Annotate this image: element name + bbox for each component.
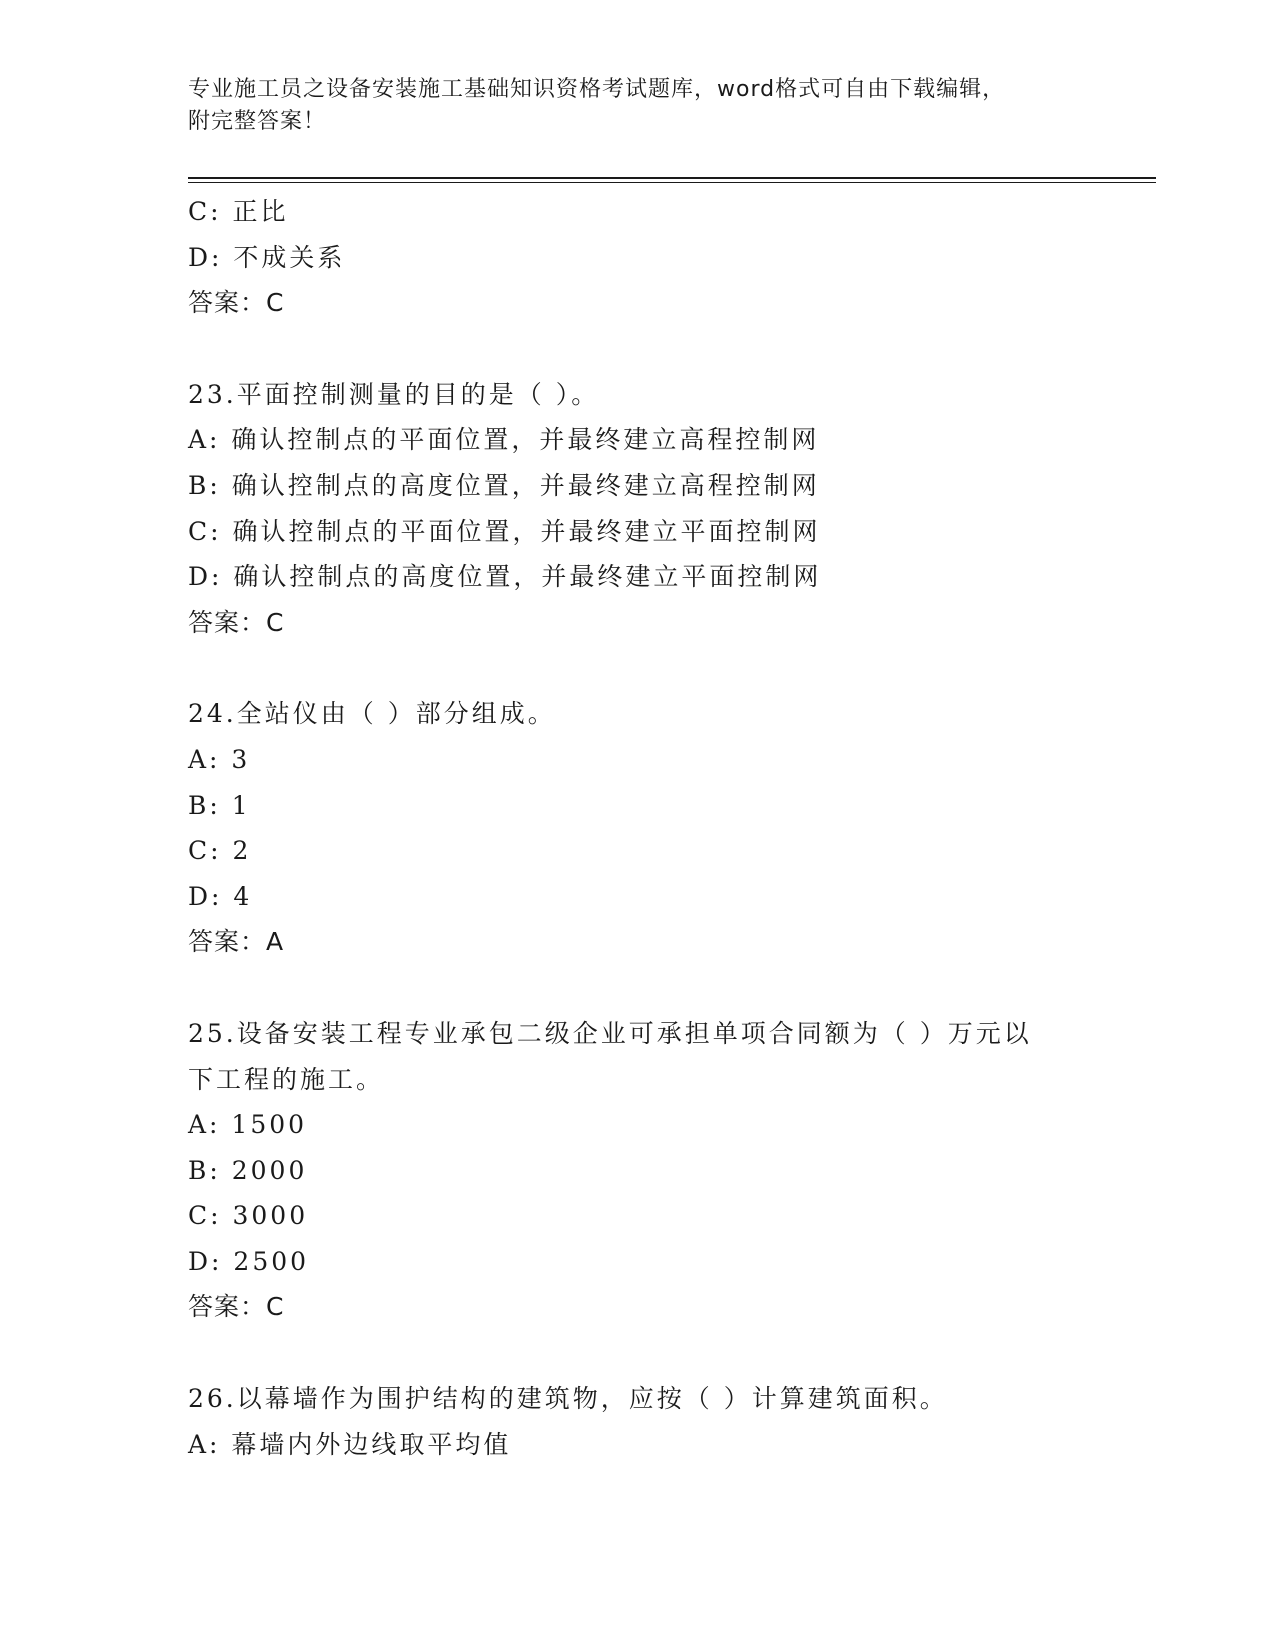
option-a: A: 确认控制点的平面位置，并最终建立高程控制网 (188, 425, 820, 455)
question-26 (188, 1376, 1088, 1467)
option-b: B: 1 (188, 790, 251, 820)
option-d: D: 确认控制点的高度位置，并最终建立平面控制网 (188, 562, 822, 592)
question-23 (188, 372, 1088, 646)
header-line-1: 专业施工员之设备安装施工基础知识资格考试题库，word格式可自由下载编辑， (188, 77, 1006, 102)
option-b: B: 2000 (188, 1155, 308, 1185)
option-c: C: 正比 (188, 197, 289, 226)
option-c: C: 3000 (188, 1201, 309, 1231)
question-stem: 26.以幕墙作为围护结构的建筑物，应按（ ）计算建筑面积。 (188, 1384, 948, 1414)
option-a: A: 1500 (188, 1110, 308, 1140)
option-d: D: 2500 (188, 1246, 310, 1276)
option-a: A: 幕墙内外边线取平均值 (188, 1429, 512, 1459)
header-line-2: 附完整答案！ (188, 109, 327, 134)
answer-line: 答案：A (188, 927, 285, 957)
answer-line: 答案：C (188, 607, 285, 637)
prev-question (188, 189, 1088, 326)
question-gap (188, 965, 1088, 1011)
question-25 (188, 1011, 1088, 1330)
answer-line: 答案：C (188, 288, 285, 318)
question-stem: 23.平面控制测量的目的是（ ）。 (188, 379, 600, 409)
question-stem: 24.全站仪由（ ）部分组成。 (188, 699, 556, 729)
header-divider-thick (188, 177, 1156, 179)
header-divider-thin (188, 182, 1156, 183)
option-c: C: 2 (188, 836, 252, 866)
question-24 (188, 691, 1088, 965)
document-header (188, 74, 1078, 138)
question-gap (188, 1330, 1088, 1376)
option-d: D: 4 (188, 881, 253, 911)
question-gap (188, 326, 1088, 372)
option-c: C: 确认控制点的平面位置，并最终建立平面控制网 (188, 516, 821, 546)
question-list (188, 189, 1088, 1467)
option-b: B: 确认控制点的高度位置，并最终建立高程控制网 (188, 470, 820, 500)
question-stem-continued: 下工程的施工。 (188, 1064, 385, 1094)
question-stem: 25.设备安装工程专业承包二级企业可承担单项合同额为（ ）万元以 (188, 1018, 1032, 1048)
option-d: D: 不成关系 (188, 242, 346, 272)
answer-line: 答案：C (188, 1292, 285, 1322)
question-gap (188, 645, 1088, 691)
option-a: A: 3 (188, 744, 251, 774)
